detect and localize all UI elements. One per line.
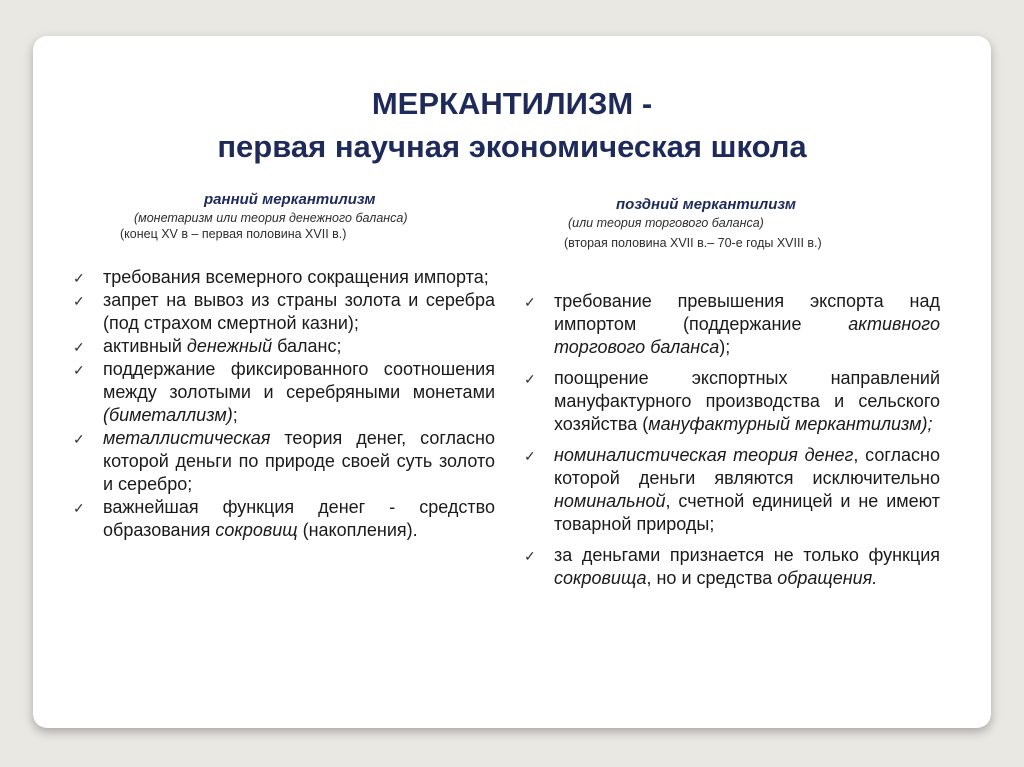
late-item-text: требование превышения экспорта над импортом (поддержание (554, 291, 940, 334)
late-period: (вторая половина XVII в.– 70-е годы XVIII в.) (564, 236, 822, 250)
late-item-text: , согласно которой деньги являются исключительно (554, 445, 940, 488)
early-item-text: поддержание фиксированного соотношения между золотыми и серебряными монетами (103, 359, 495, 402)
early-item-text: требования всемерного сокращения импорта; (103, 267, 489, 287)
early-item (71, 289, 495, 335)
early-item-text: денежный (186, 336, 273, 356)
late-item-text: ); (719, 337, 731, 357)
early-item-text: (биметаллизм) (103, 405, 233, 425)
early-list (71, 266, 495, 542)
late-item-text: обращения. (777, 568, 878, 588)
late-item (522, 290, 940, 359)
early-subtitle: (монетаризм или теория денежного баланса) (134, 211, 408, 225)
late-item (522, 367, 940, 436)
late-item-text: мануфактурный меркантилизм); (648, 414, 933, 434)
early-name: ранний меркантилизм (204, 191, 376, 208)
late-item-text: активного торгового баланса (554, 314, 940, 357)
check-icon: ✓ (524, 448, 536, 464)
slide (33, 36, 991, 728)
late-item-text: номиналистическая теория денег (554, 445, 854, 465)
late-item (522, 544, 940, 590)
early-item (71, 335, 495, 358)
late-item (522, 444, 940, 536)
early-item-text: ; (232, 405, 238, 425)
slide-title: МЕРКАНТИЛИЗМ - (371, 86, 653, 121)
late-item-text: , но и средства (646, 568, 778, 588)
late-name: поздний меркантилизм (616, 196, 796, 213)
check-icon: ✓ (524, 548, 536, 564)
check-icon: ✓ (73, 270, 85, 286)
early-item (71, 358, 495, 427)
late-header (564, 196, 822, 250)
check-icon: ✓ (524, 294, 536, 310)
late-item-text: , счетной единицей и не имеют товарной природы; (554, 491, 940, 534)
late-item-text: поощрение экспортных направлений мануфактурного производства и сельского хозяйства ( (554, 368, 940, 434)
early-item-text: металлистическая (103, 428, 271, 448)
early-item (71, 496, 495, 542)
check-icon: ✓ (73, 500, 85, 516)
late-list (522, 290, 940, 590)
early-header (120, 191, 408, 241)
check-icon: ✓ (73, 431, 85, 447)
check-icon: ✓ (73, 362, 85, 378)
early-item (71, 427, 495, 496)
early-item-text: теория денег, согласно которой деньги по природе своей суть золото и серебро; (103, 428, 495, 494)
early-item-text: запрет на вывоз из страны золота и серебра (под страхом смертной казни); (103, 290, 495, 333)
late-subtitle: (или теория торгового баланса) (568, 216, 764, 230)
early-item-text: (накопления). (297, 520, 418, 540)
check-icon: ✓ (524, 371, 536, 387)
check-icon: ✓ (73, 293, 85, 309)
early-item-text: баланс; (272, 336, 342, 356)
late-item-text: за деньгами признается не только функция (554, 545, 940, 565)
early-period: (конец XV в – первая половина XVII в.) (120, 227, 347, 241)
check-icon: ✓ (73, 339, 85, 355)
early-item-text: сокровищ (215, 520, 298, 540)
late-item-text: номинальной (554, 491, 666, 511)
slide-subtitle: первая научная экономическая школа (217, 129, 807, 164)
early-item-text: важнейшая функция денег - средство образования (103, 497, 495, 540)
late-item-text: сокровища (554, 568, 647, 588)
early-item (71, 266, 495, 289)
early-item-text: активный (103, 336, 187, 356)
